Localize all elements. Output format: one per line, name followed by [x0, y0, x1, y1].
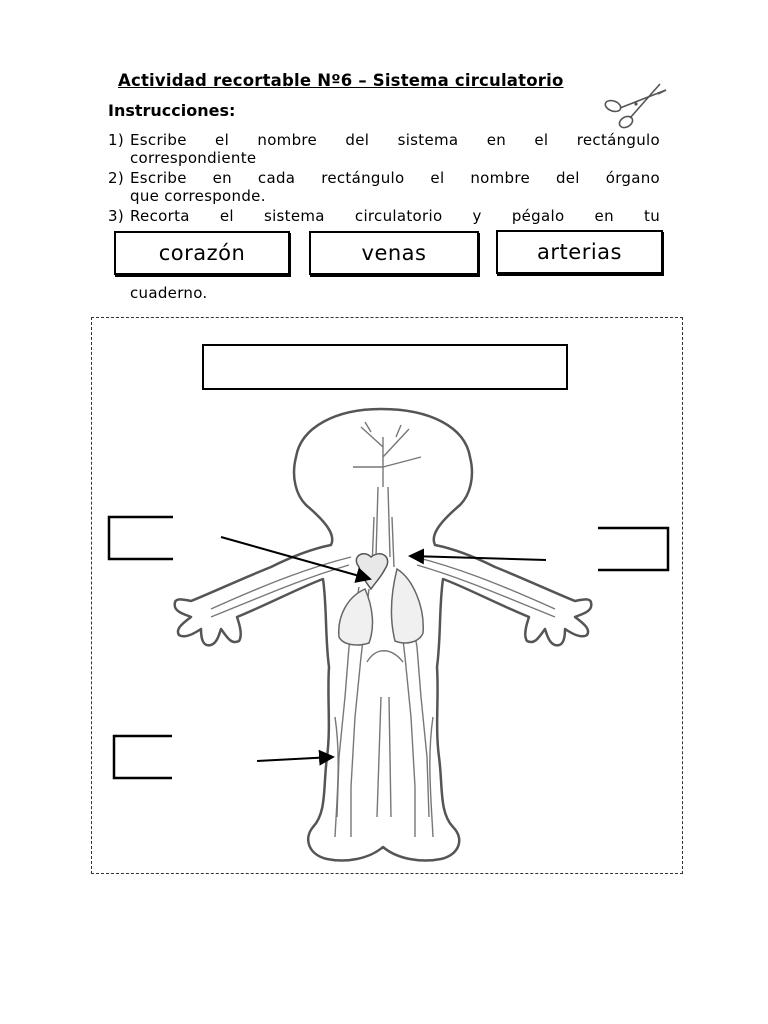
instruction-text-continued: cuaderno.: [130, 284, 208, 302]
instruction-text: Escribe el nombre del sistema en el rectángulo: [130, 131, 660, 149]
word-card-arterias[interactable]: arterias: [496, 230, 663, 274]
arrow-to-heart: [221, 537, 370, 579]
word-card-corazon[interactable]: corazón: [114, 231, 290, 275]
instruction-text-continued: que corresponde.: [130, 187, 266, 205]
arrow-to-veins: [257, 757, 333, 761]
instruction-text: Recorta el sistema circulatorio y pégalo en tu: [130, 207, 660, 225]
instructions-heading: Instrucciones:: [108, 101, 236, 120]
word-card-venas[interactable]: venas: [309, 231, 479, 275]
worksheet-title: Actividad recortable Nº6 – Sistema circulatorio: [118, 71, 564, 90]
instruction-number: 2): [108, 169, 124, 187]
instruction-text: Escribe en cada rectángulo el nombre del órgano: [130, 169, 660, 187]
instruction-number: 3): [108, 207, 124, 225]
instruction-text-continued: correspondiente: [130, 149, 257, 167]
instruction-number: 1): [108, 131, 124, 149]
arrow-to-arteries: [410, 556, 546, 560]
